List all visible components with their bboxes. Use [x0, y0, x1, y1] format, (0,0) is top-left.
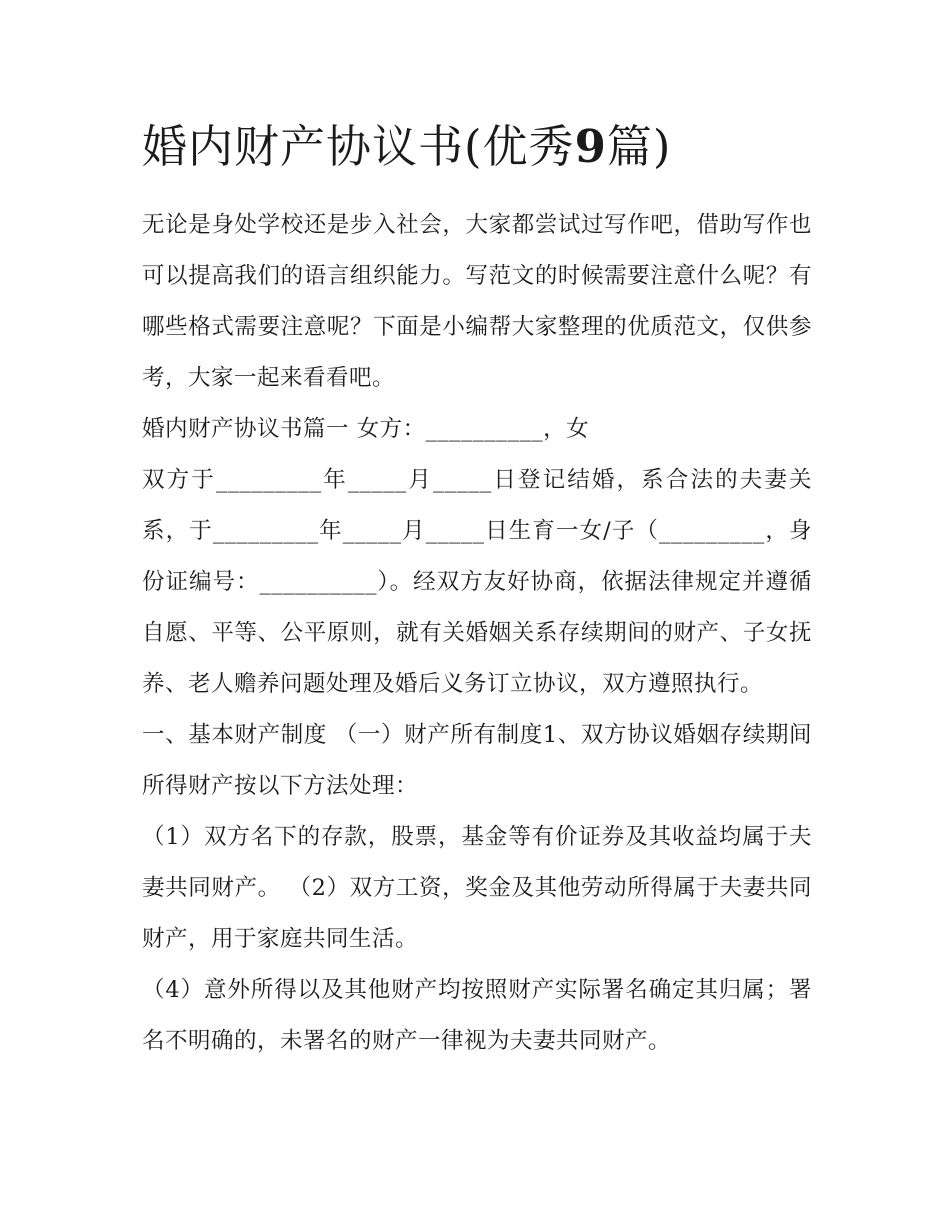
- agreement-heading-line: 婚内财产协议书篇一 女方：__________，女: [142, 416, 590, 442]
- clause-4-paragraph: （4）意外所得以及其他财产均按照财产实际署名确定其归属；署名不明确的，未署名的财产一律视为夫妻共同财产。: [142, 977, 812, 1054]
- document-page: [142, 112, 812, 1067]
- title-number: 9: [574, 120, 607, 173]
- clause-1-2-paragraph: （1）双方名下的存款，股票，基金等有价证券及其收益均属于夫妻共同财产。 （2）双方工资，奖金及其他劳动所得属于夫妻共同财产，用于家庭共同生活。: [142, 824, 812, 952]
- property-system-paragraph: 一、基本财产制度 （一）财产所有制度1、双方协议婚姻存续期间所得财产按以下方法处理：: [142, 722, 812, 799]
- title-prefix: 婚内财产协议书(优秀: [142, 120, 575, 173]
- title-suffix: 篇): [606, 120, 672, 173]
- marriage-info-paragraph: 双方于_________年_____月_____日登记结婚，系合法的夫妻关系，于_________年_____月_____日生育一女/子（_________，身份证编号：__________）。经双方友好协商，依据法律规定并遵循自愿、平等、公平原则，就有关婚姻关系存续期间的财产、子女抚养、老人赡养问题处理及婚后义务订立协议，双方遵照执行。: [142, 467, 812, 697]
- intro-paragraph: 无论是身处学校还是步入社会，大家都尝试过写作吧，借助写作也可以提高我们的语言组织能力。写范文的时候需要注意什么呢？有哪些格式需要注意呢？下面是小编帮大家整理的优质范文，仅供参考，大家一起来看看吧。: [142, 212, 812, 391]
- document-title: [142, 112, 812, 182]
